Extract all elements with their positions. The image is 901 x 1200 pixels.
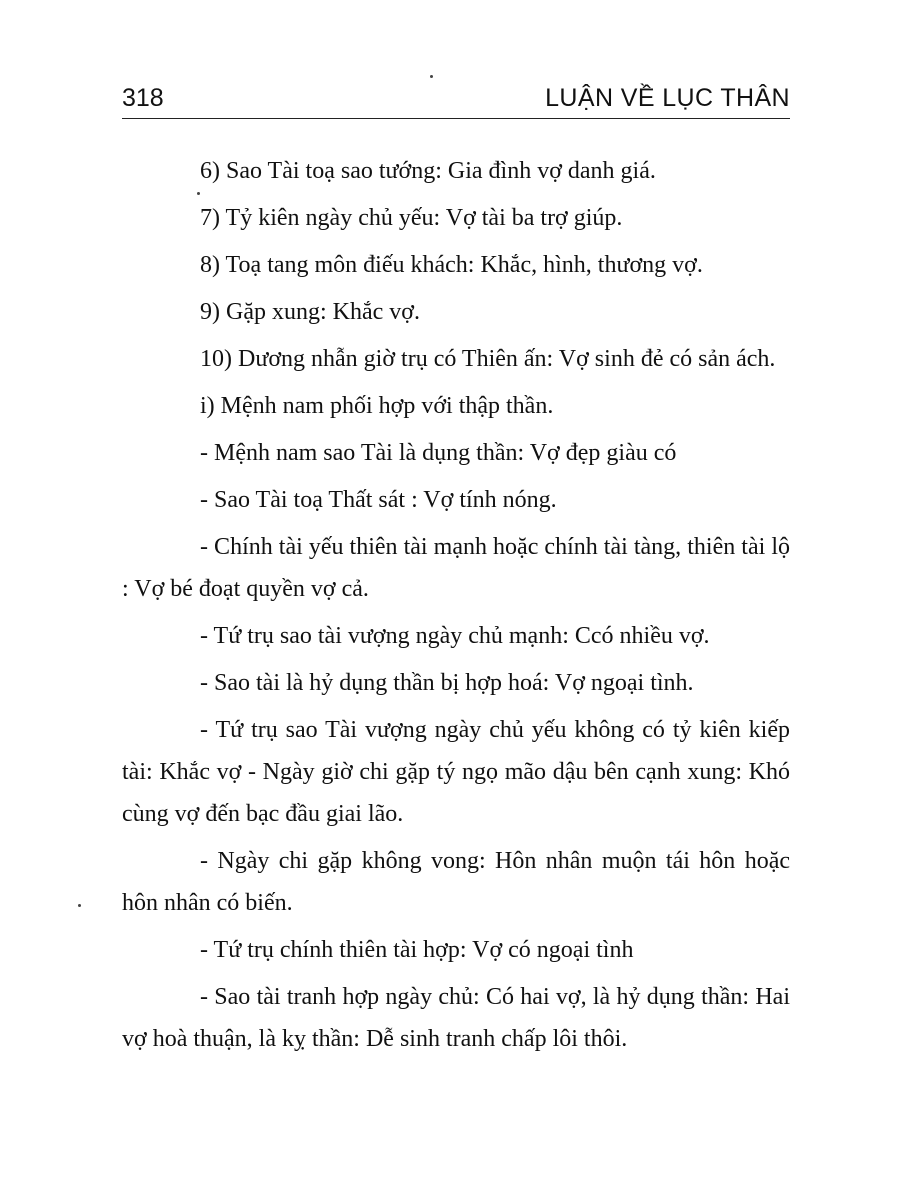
header-rule [122,118,790,119]
paragraph: 6) Sao Tài toạ sao tướng: Gia đình vợ danh giá. [200,158,656,184]
page-header [122,80,790,116]
paragraph: - Sao Tài toạ Thất sát : Vợ tính nóng. [200,487,557,513]
paragraph: - Sao tài là hỷ dụng thần bị hợp hoá: Vợ ngoại tình. [200,670,694,696]
scan-speck [78,904,81,907]
paragraph: i) Mệnh nam phối hợp với thập thần. [200,393,554,419]
paragraph: - Tứ trụ sao tài vượng ngày chủ mạnh: Ccó nhiều vợ. [200,623,710,649]
page-number: 318 [122,84,164,112]
paragraph: - Mệnh nam sao Tài là dụng thần: Vợ đẹp giàu có [200,440,677,466]
body-text [122,150,790,1060]
paragraph: - Tứ trụ sao Tài vượng ngày chủ yếu không có tỷ kiên kiếp tài: Khắc vợ - Ngày giờ chi gặp tý ngọ mão dậu bên cạnh xung: Khó cùng vợ đến bạc đầu giai lão. [122,717,790,827]
scan-speck [430,75,433,78]
paragraph: 9) Gặp xung: Khắc vợ. [200,299,420,325]
paragraph: 8) Toạ tang môn điếu khách: Khắc, hình, thương vợ. [200,252,703,278]
paragraph: 7) Tỷ kiên ngày chủ yếu: Vợ tài ba trợ giúp. [200,205,623,231]
paragraph: 10) Dương nhẫn giờ trụ có Thiên ấn: Vợ sinh đẻ có sản ách. [200,346,776,372]
paragraph: - Sao tài tranh hợp ngày chủ: Có hai vợ, là hỷ dụng thần: Hai vợ hoà thuận, là kỵ thần: Dễ sinh tranh chấp lôi thôi. [122,984,790,1052]
paragraph: - Tứ trụ chính thiên tài hợp: Vợ có ngoại tình [200,937,634,963]
running-title: LUẬN VỀ LỤC THÂN [545,84,790,112]
paragraph: - Chính tài yếu thiên tài mạnh hoặc chính tài tàng, thiên tài lộ : Vợ bé đoạt quyền vợ cả. [122,534,790,602]
paragraph: - Ngày chi gặp không vong: Hôn nhân muộn tái hôn hoặc hôn nhân có biến. [122,848,790,916]
